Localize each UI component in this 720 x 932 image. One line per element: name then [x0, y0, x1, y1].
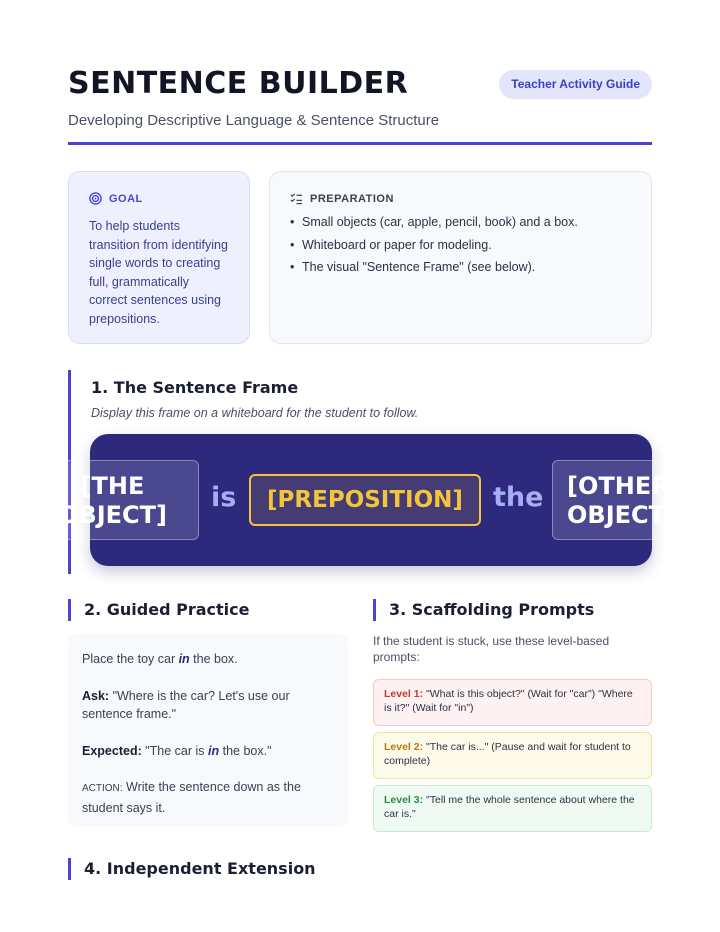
preparation-card: [269, 171, 652, 344]
emphasis: in: [178, 652, 190, 666]
section-heading: 2. Guided Practice: [84, 600, 250, 619]
section-extension-heading: [68, 858, 316, 880]
action-label: ACTION:: [82, 783, 123, 794]
section-note: Display this frame on a whiteboard for the student to follow.: [91, 406, 419, 420]
level-text: "What is this object?" (Wait for "car") "Where is it?" (Wait for "in"): [384, 688, 633, 714]
level-text: "The car is..." (Pause and wait for student to complete): [384, 741, 631, 767]
scaffold-level-1: [373, 679, 652, 726]
goal-heading: GOAL: [109, 192, 143, 205]
practice-expected: Expected: "The car is in the box.": [82, 743, 272, 758]
frame-word-is: is: [211, 482, 237, 513]
level-text: "Tell me the whole sentence about where the car is.": [384, 794, 635, 820]
sentence-frame: [58, 434, 676, 566]
goal-text: To help students transition from identifying single words to creating full, grammatically correct sentences using prepositions.: [89, 219, 228, 326]
goal-heading-row: [89, 192, 229, 205]
object-slot: [26, 460, 199, 540]
section-scaffolding-heading: [373, 599, 594, 621]
expected-label: Expected:: [82, 743, 142, 758]
section-heading: 4. Independent Extension: [84, 859, 316, 878]
practice-instruction: Place the toy car in the box.: [82, 652, 238, 666]
preposition-slot: [PREPOSITION]: [249, 474, 481, 526]
section-heading: 3. Scaffolding Prompts: [389, 600, 595, 619]
preparation-item: • Whiteboard or paper for modeling.: [290, 238, 631, 253]
preparation-list: [290, 215, 631, 275]
guide-badge: Teacher Activity Guide: [499, 70, 652, 99]
page-subtitle: Developing Descriptive Language & Sentence Structure: [68, 112, 440, 129]
checklist-icon: [290, 192, 303, 205]
header-divider: [68, 142, 652, 145]
object-slot-line: OBJECT]: [58, 501, 167, 529]
preparation-heading-row: [290, 192, 631, 205]
emphasis: in: [208, 743, 220, 758]
preparation-heading: PREPARATION: [310, 192, 394, 205]
scaffold-level-2: [373, 732, 652, 779]
other-object-slot: [552, 460, 712, 540]
goal-card: [68, 171, 250, 344]
level-label: Level 3:: [384, 794, 424, 806]
page-title: SENTENCE BUILDER: [68, 66, 409, 101]
guided-practice-card: [68, 634, 348, 827]
page-header: [68, 66, 652, 129]
ask-label: Ask:: [82, 688, 110, 703]
level-label: Level 2:: [384, 741, 424, 753]
scaffold-level-3: [373, 785, 652, 832]
other-object-slot-line: [OTHER: [567, 472, 670, 500]
level-label: Level 1:: [384, 688, 424, 700]
preparation-item: • Small objects (car, apple, pencil, book) and a box.: [290, 215, 631, 230]
practice-ask: Ask: "Where is the car? Let's use our sentence frame.": [82, 688, 290, 721]
preparation-item: • The visual "Sentence Frame" (see below).: [290, 260, 631, 275]
section-guided-practice-heading: [68, 599, 249, 621]
practice-action: ACTION: Write the sentence down as the student says it.: [82, 780, 301, 815]
target-icon: [89, 192, 102, 205]
section-heading: 1. The Sentence Frame: [91, 378, 299, 397]
other-object-slot-line: OBJECT]: [567, 501, 676, 529]
object-slot-line: [THE: [80, 472, 145, 500]
frame-word-the: the: [493, 482, 544, 513]
scaffolding-intro: If the student is stuck, use these level-based prompts:: [373, 634, 610, 664]
